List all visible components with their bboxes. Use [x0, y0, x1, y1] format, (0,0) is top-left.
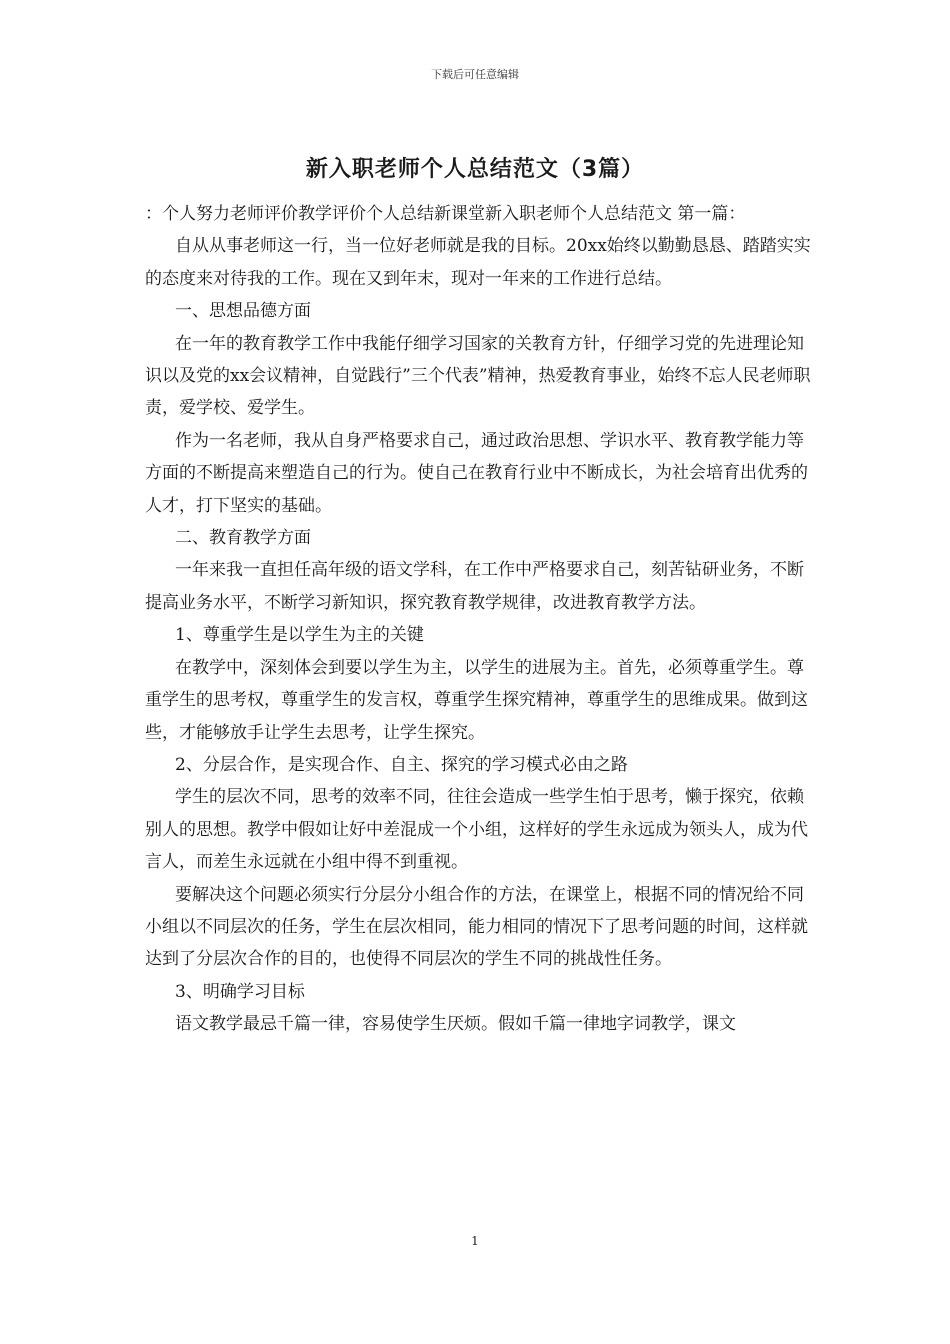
page-number: 1 [471, 1234, 479, 1248]
paragraph: 一年来我一直担任高年级的语文学科，在工作中严格要求自己，刻苦钻研业务，不断提高业务水平，不断学习新知识，探究教育教学规律，改进教育教学方法。 [145, 560, 804, 613]
document-title: 新入职老师个人总结范文（3篇） [305, 157, 645, 182]
document-body [145, 198, 813, 1041]
section-heading: 二、教育教学方面 [175, 528, 311, 549]
paragraph: 自从从事老师这一行，当一位好老师就是我的目标。20xx始终以勤勤恳恳、踏踏实实的态度来对待我的工作。现在又到年末，现对一年来的工作进行总结。 [145, 236, 811, 289]
subsection-heading: 1、尊重学生是以学生为主的关键 [175, 625, 424, 646]
header-note: 下载后可任意编辑 [431, 68, 519, 81]
subsection-heading: 3、明确学习目标 [175, 981, 305, 1002]
paragraph: 要解决这个问题必须实行分层分小组合作的方法，在课堂上，根据不同的情况给不同小组以不同层次的任务，学生在层次相同，能力相同的情况下了思考问题的时间，这样就达到了分层次合作的目的，也使得不同层次的学生不同的挑战性任务。 [145, 884, 808, 970]
subsection-heading: 2、分层合作，是实现合作、自主、探究的学习模式必由之路 [175, 754, 628, 775]
paragraph: 学生的层次不同，思考的效率不同，往往会造成一些学生怕于思考，懒于探究，依赖别人的思想。教学中假如让好中差混成一个小组，这样好的学生永远成为领头人，成为代言人，而差生永远就在小组中得不到重视。 [145, 787, 808, 873]
intro-line: ：个人努力老师评价教学评价个人总结新课堂新入职老师个人总结范文 第一篇： [145, 204, 746, 224]
paragraph: 在一年的教育教学工作中我能仔细学习国家的关教育方针，仔细学习党的先进理论知识以及党的xx会议精神，自觉践行”三个代表”精神，热爱教育事业，始终不忘人民老师职责，爱学校、爱学生。 [145, 333, 811, 419]
section-heading: 一、思想品德方面 [175, 301, 311, 322]
paragraph: 语文教学最忌千篇一律，容易使学生厌烦。假如千篇一律地字词教学，课文 [175, 1014, 736, 1035]
paragraph: 作为一名老师，我从自身严格要求自己，通过政治思想、学识水平、教育教学能力等方面的不断提高来塑造自己的行为。使自己在教育行业中不断成长，为社会培育出优秀的人才，打下坚实的基础。 [145, 430, 808, 516]
paragraph: 在教学中，深刻体会到要以学生为主，以学生的进展为主。首先，必须尊重学生。尊重学生的思考权，尊重学生的发言权，尊重学生探究精神，尊重学生的思维成果。做到这些，才能够放手让学生去思考，让学生探究。 [145, 657, 808, 743]
